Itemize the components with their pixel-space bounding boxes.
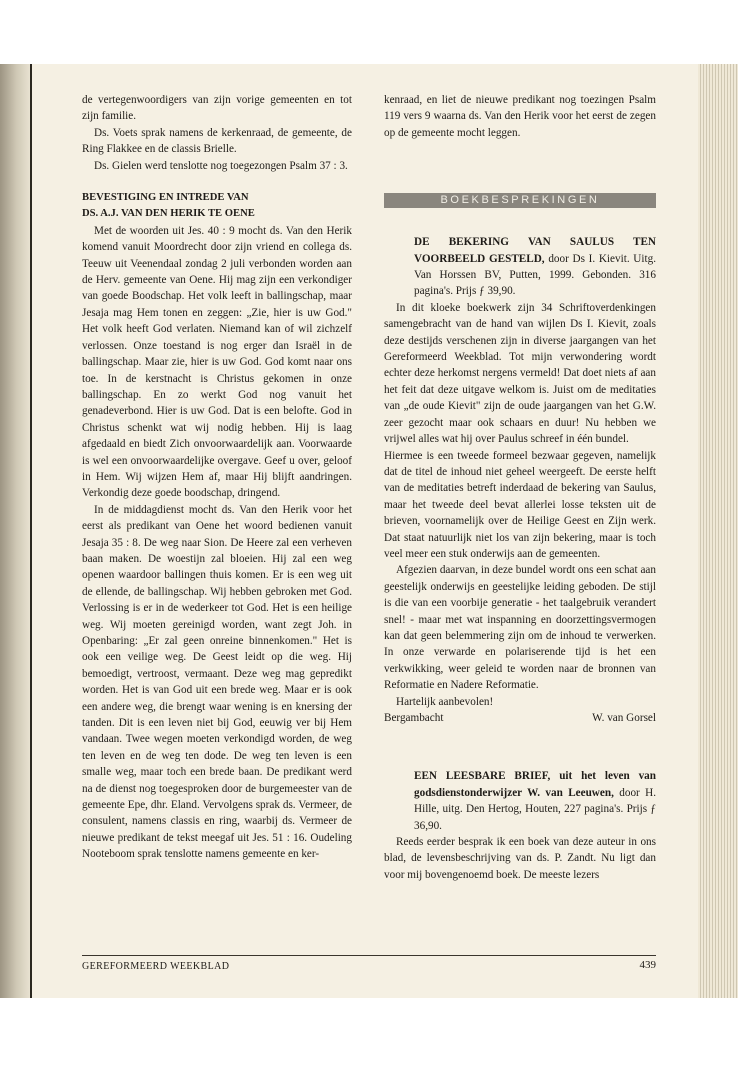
right-column bbox=[384, 92, 656, 883]
review1-paragraph-2: Hiermee is een tweede formeel bezwaar gegeven, namelijk dat de titel de inhoud niet geheel weergeeft. De eerste helft van de meditaties betreft inderdaad de bekering van Saulus, maar het tweede deel bevat allerlei losse teksten uit de brieven, voornamelijk over de Heilige Geest en Zijn werk. Dat staat natuurlijk niet los van zijn bekering, maar is toch veel meer een stuk onderwijs aan de gemeenten. bbox=[384, 449, 656, 560]
left-intro-1: de vertegenwoordigers van zijn vorige gemeenten en tot zijn familie. bbox=[82, 94, 352, 123]
article-heading-line2: DS. A.J. VAN DEN HERIK TE OENE bbox=[82, 208, 255, 220]
left-intro-2: Ds. Voets sprak namens de kerkenraad, de gemeente, de Ring Flakkee en de classis Brielle. bbox=[82, 126, 352, 156]
right-intro: kenraad, en liet de nieuwe predikant nog toezingen Psalm 119 vers 9 waarna ds. Van den Herik voor het eerst de zegen op de gemeente mocht leggen. bbox=[384, 94, 656, 139]
review1-paragraph-1: In dit kloeke boekwerk zijn 34 Schriftoverdenkingen samengebracht van de hand van wijlen Ds I. Kievit, zoals deze destijds verschenen zijn in diverse jaargangen van het Gereformeerd Weekblad. Tot mijn verwondering wordt echter deze herkomst nergens vermeld! Dat doet niets af aan het feit dat deze uitgave welkom is. Juist om de meditaties van „de oude Kievit" zijn de oude jaargangen van het G.W. zeer gezocht maar ook schaars en duur! Nu hebben we vrijwel alles wat hij over Paulus schreef in één bundel. bbox=[384, 301, 656, 446]
footer-page-number: 439 bbox=[639, 959, 656, 971]
review2-header bbox=[384, 768, 656, 834]
book-spine-shadow bbox=[0, 64, 30, 998]
left-column bbox=[82, 92, 352, 863]
page-edges bbox=[698, 64, 738, 998]
article-heading-line1: BEVESTIGING EN INTREDE VAN bbox=[82, 192, 249, 204]
left-intro-3: Ds. Gielen werd tenslotte nog toegezongen Psalm 37 : 3. bbox=[94, 159, 348, 172]
review1-place: Bergambacht bbox=[384, 712, 444, 724]
footer-rule bbox=[82, 955, 656, 956]
review1-paragraph-3: Afgezien daarvan, in deze bundel wordt ons een schat aan geestelijk onderwijs en geestelijke leiding geboden. De stijl is die van een voorbije generatie - het taalgebruik verandert snel! - maar met wat inspanning en doorzettingsvermogen kan dat geen belemmering zijn om de inhoud te verwerken. In onze verwarde en polariserende tijd is het een verkwikking, weer geleid te worden naar de bronnen van Reformatie en Nadere Reformatie. bbox=[384, 564, 656, 692]
review1-header bbox=[384, 234, 656, 300]
review1-recommendation: Hartelijk aanbevolen! bbox=[396, 695, 494, 708]
footer-publication: GEREFORMEERD WEEKBLAD bbox=[82, 961, 230, 972]
section-banner: BOEKBESPREKINGEN bbox=[384, 193, 656, 208]
article-paragraph-1: Met de woorden uit Jes. 40 : 9 mocht ds. Van den Herik komend vanuit Moordrecht door zijn vriend en collega ds. Teeuw uit Veenendaal zondag 2 juli verbonden worden aan de Herv. gemeente van Oene. Hij mag zijn een verkondiger van goede Boodschap. Het volk leeft in ballingschap, maar Jesaja mag Hem tonen en zeggen: „Zie, hier is uw God." Het volk heeft God verlaten. Niemand kan of wil zichzelf verlossen. Onze toestand is nog erger dan Israël in de ballingschap. Maar zie, hier is uw God. God komt naar ons toe. In de kerstnacht is Christus gekomen in onze ballingschap. En zo werkt God nog vanuit het genadeverbond. Hier is uw God. Dat is een belofte. God in Christus schenkt wat wij nodig hebben. Hij is laag afgedaald en biedt Zich onvoorwaardelijk aan. Voorwaarde is wel een onvoorwaardelijke overgave. Geef u over, geloof in Hem. Wij wijzen Hem af, maar Hij blijft aandringen. Verkondig deze goede boodschap, dringend. bbox=[82, 224, 352, 500]
review2-paragraph: Reeds eerder besprak ik een boek van deze auteur in ons blad, de levensbeschrijving van ds. P. Zandt. Nu ligt dan voor mij bovengenoemd boek. De meeste lezers bbox=[384, 836, 656, 881]
review-spacer bbox=[384, 726, 656, 768]
review2-meta: door H. Hille, uitg. Den Hertog, Houten, 227 pagina's. Prijs ƒ 36,90. bbox=[414, 786, 657, 832]
review1-reviewer: W. van Gorsel bbox=[592, 712, 656, 724]
gutter-line bbox=[30, 64, 32, 998]
review1-signature bbox=[384, 710, 656, 726]
review1-meta: door Ds I. Kievit. Uitg. Van Horssen BV, Putten, 1999. Gebonden. 316 pagina's. Prijs ƒ 39,90. bbox=[414, 252, 656, 298]
review1-title: DE BEKERING VAN SAULUS TEN VOORBEELD GESTELD, bbox=[414, 236, 656, 265]
article-paragraph-2: In de middagdienst mocht ds. Van den Herik voor het eerst als predikant van Oene het woord bedienen vanuit Jesaja 35 : 8. De weg naar Sion. De Heere zal een verheven baan maken. De woestijn zal bloeien. Hij zal een weg openen waardoor ballingen thuis komen. Er is een weg uit de ellende, de ballingschap. Wij hebben gebroken met God. Verlossing is er in de wederkeer tot God. Het is een heilige weg. Wij moeten gereinigd worden, want zegt Joh. in Openbaring: „Er zal geen onreine binnenkomen." Het is ook een veilige weg. De Geest leidt op die weg. Hij bemoedigt, vertroost, vermaant. Deze weg mag gepredikt worden. Het is van God uit een brede weg. Maar er is ook een andere weg, die brengt waar wening is en knersing der tanden. Dit is een leven niet bij God, eeuwig ver bij Hem vandaan. Twee wegen moeten verkondigd worden, de weg ten leven en de weg ten dode. De weg ten leven is een smalle weg, maar toch een brede baan. De predikant werd na de dienst nog toegesproken door de burgemeester van de gemeente Epe, dhr. Eland. Vervolgens sprak ds. Vermeer, de consulent, namens classis en ring, waarbij ds. Vermeer de nieuwe predikant de tekst meegaf uit Jes. 51 : 16. Oudeling Nooteboom sprak tenslotte namens gemeente en ker- bbox=[82, 503, 352, 861]
review2-title: EEN LEESBARE BRIEF, uit het leven van godsdienstonderwijzer W. van Leeuwen, bbox=[414, 770, 656, 799]
